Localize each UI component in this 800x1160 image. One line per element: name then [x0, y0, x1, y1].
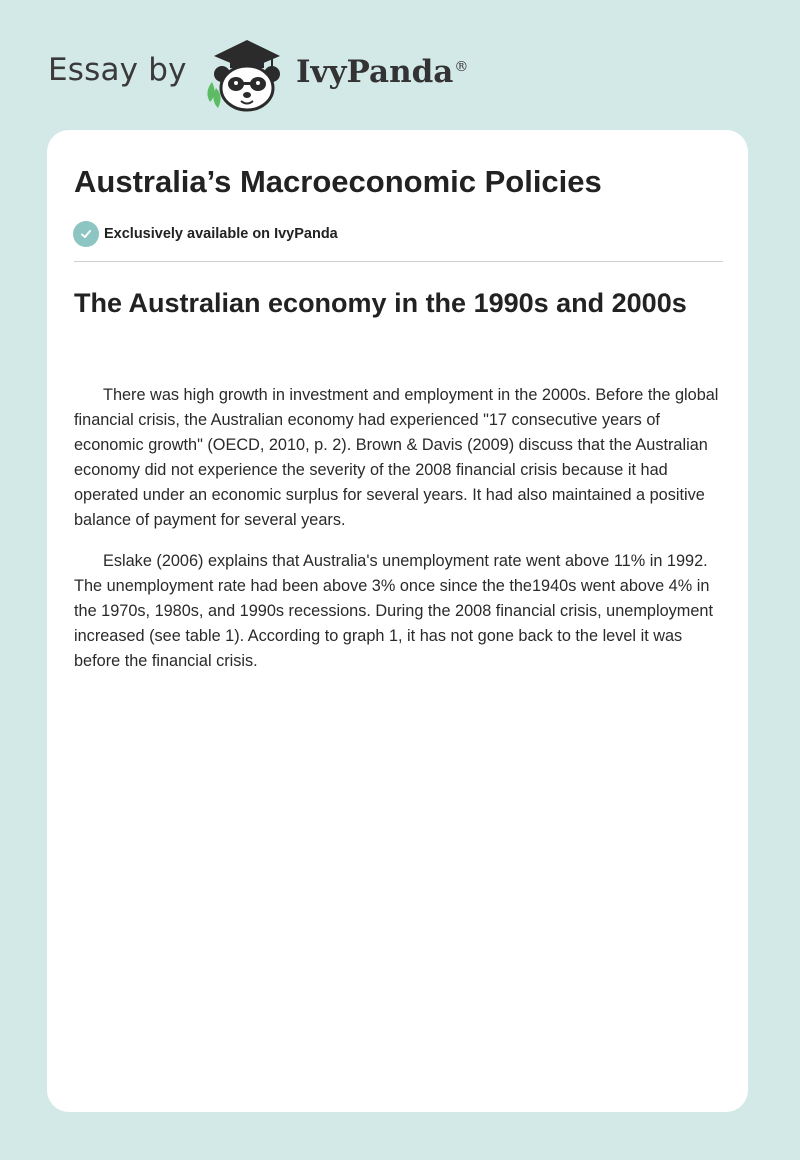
brand-name[interactable]	[296, 54, 468, 90]
essay-title: Australia’s Macroeconomic Policies	[74, 164, 602, 199]
essay-by-label: Essay by	[48, 52, 187, 88]
essay-card	[47, 130, 748, 1112]
brand-label: IvyPanda	[296, 54, 454, 90]
site-header	[48, 34, 488, 114]
registered-mark: ®	[454, 58, 469, 75]
paragraph: There was high growth in investment and employment in the 2000s. Before the global financial crisis, the Australian economy had experienced "17 consecutive years of economic growth" (OECD, 2010, p. 2). Brown & Davis (2009) discuss that the Australian economy did not experience the severity of the 2008 financial crisis because it had operated under an economic surplus for several years. It had also maintained a positive balance of payment for several years.	[74, 386, 719, 529]
exclusive-badge-label: Exclusively available on IvyPanda	[104, 226, 338, 242]
essay-body	[74, 383, 719, 690]
panda-graduate-icon	[202, 36, 292, 112]
exclusive-badge	[73, 221, 338, 247]
title-divider	[74, 261, 723, 262]
check-circle-icon	[73, 221, 99, 247]
section-heading: The Australian economy in the 1990s and 2000s	[74, 288, 687, 318]
paragraph: Eslake (2006) explains that Australia's unemployment rate went above 11% in 1992. The unemployment rate had been above 3% once since the the1940s went above 4% in the 1970s, 1980s, and 1990s recessions. During the 2008 financial crisis, unemployment increased (see table 1). According to graph 1, it has not gone back to the level it was before the financial crisis.	[74, 552, 713, 670]
